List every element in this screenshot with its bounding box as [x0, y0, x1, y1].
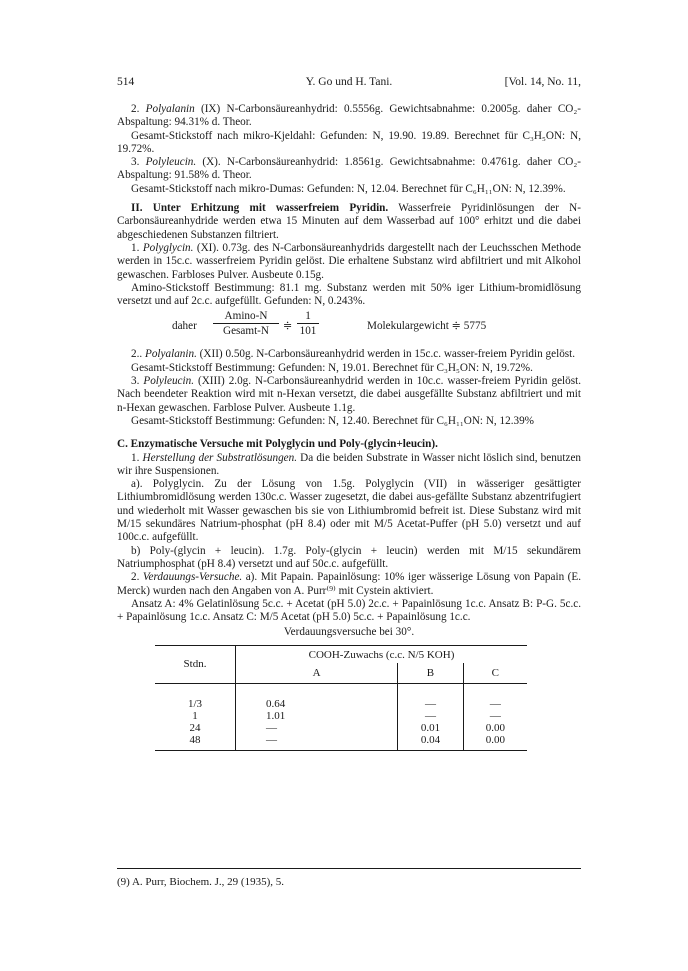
table-row: 48 — 0.04 0.00 [155, 734, 527, 751]
table-row: 24 — 0.01 0.00 [155, 722, 527, 734]
paragraph-substratloesungen: 1. Herstellung der Substratlösungen. Da die beiden Substrate in Wasser nicht löslich sind, benutzen wir ihre Suspensionen. [117, 451, 582, 477]
paragraph-polyglycin-a: a). Polyglycin. Zu der Lösung von 1.5g. Polyglycin (VII) in wässeriger gesättigter Lithiumbromidlösung werden 130c.c. Wasser zugesetzt, die dabei aus-gefällte Substanz abzentrifugiert und wiederholt mit Wasser gewaschen bis sie von Lithiumbromid befreit ist. Diese Substanz wird mit M/15 sekundäres Natrium-phosphat (pH 8.4) oder mit M/5 Acetat-Puffer (pH 5.0) versetzt und auf 100c.c. aufgefüllt. [117, 478, 581, 544]
paragraph-polyalanin-ix: 2. Polyalanin (IX) N-Carbonsäureanhydrid: 0.5556g. Gewichtsabnahme: 0.2005g. daher CO₂-Abspaltung: 94.31% d. Theor. [117, 103, 582, 129]
column-header-c: C [463, 663, 527, 684]
table-row: 1/3 0.64 — — [155, 683, 527, 710]
table-stub-header: Stdn. [155, 645, 236, 683]
page-number: 514 [117, 76, 135, 88]
column-header-a: A [236, 663, 398, 684]
fraction-amino: Amino-N Gesamt-N [213, 310, 279, 338]
paragraph-amino-stickstoff: Amino-Stickstoff Bestimmung: 81.1 mg. Substanz werden mit 50% iger Lithium-bromidlösung versetzt und auf 2c.c. aufgefüllt. Gefunden: N, 0.243%. [117, 281, 581, 308]
section-ii-heading: II. Unter Erhitzung mit wasserfreiem Pyridin. [131, 202, 389, 215]
running-header [117, 76, 581, 92]
table-group-header: COOH-Zuwachs (c.c. N/5 KOH) [236, 645, 528, 663]
paragraph-kjeldahl: Gesamt-Stickstoff nach mikro-Kjeldahl: Gefunden: N, 19.90. 19.89. Berechnet für C₃H₅ON: N, 19.72%. [117, 129, 581, 155]
paragraph-verdauungs-versuche: 2. Verdauungs-Versuche. a). Mit Papain. Papainlösung: 10% iger wässerige Lösung von Papain (E. Merck) wurden nach den Angaben von A. Purr⁽⁹⁾ mit Cystein aktiviert. [117, 571, 582, 597]
table-row: 1 1.01 — — [155, 710, 527, 722]
paragraph-polyglycin-xi: 1. Polyglycin. (XI). 0.73g. des N-Carbonsäureanhydrids dargestellt nach der Leuchsschen Methode werden in 15c.c. wasserfreiem Pyridin gelöst. Die erhaltene Substanz wird abfiltriert und mit Alkohol gewaschen. Farbloses Pulver. Ausbeute 0.15g. [117, 241, 581, 281]
section-ii: II. Unter Erhitzung mit wasserfreiem Pyridin. Wasserfreie Pyridinlösungen der N-Carbonsäureanhydride werden etwa 15 Minuten auf dem Wasserbad auf 100° erhitzt und die dabei abgeschiedenen Substanzen filtriert. [117, 202, 581, 241]
paragraph-polyalanin-xii: 2.. Polyalanin. (XII) 0.50g. N-Carbonsäureanhydrid werden in 15c.c. wasser-freiem Pyridin gelöst. [131, 348, 576, 361]
footnote: (9) A. Purr, Biochem. J., 29 (1935), 5. [117, 876, 284, 888]
ratio-formula: daher Amino-N Gesamt-N ≑ $\frac{1}{101}$ Molekulargewicht ≑ 5775 [172, 310, 487, 338]
paragraph-polyleucin-x: 3. Polyleucin. (X). N-Carbonsäureanhydrid: 1.8561g. Gewichtsabnahme: 0.4761g. daher CO₂-Abspaltung: 91.58% d. Theor. [117, 156, 581, 182]
header-volume: [Vol. 14, No. 11, [504, 76, 581, 88]
table-caption: Verdauungsversuche bei 30°. [283, 626, 415, 639]
paragraph-dumas: Gesamt-Stickstoff nach mikro-Dumas: Gefunden: N, 12.04. Berechnet für C₆H₁₁ON: N, 12.39%. [131, 182, 566, 195]
paragraph-poly-glycin-leucin-b: b) Poly-(glycin + leucin). 1.7g. Poly-(glycin + leucin) werden mit M/15 sekundärem Natriumphosphat (pH 8.4) versetzt und auf 50c.c. aufgefüllt. [117, 544, 581, 570]
section-c-heading: C. Enzymatische Versuche mit Polyglycin und Poly-(glycin+leucin). [117, 438, 438, 451]
digestion-table [155, 645, 527, 751]
header-authors: Y. Go und H. Tani. [305, 76, 393, 88]
molecular-weight: Molekulargewicht ≑ 5775 [367, 320, 487, 333]
footnote-divider [117, 868, 581, 869]
paragraph-stickstoff-xiii: Gesamt-Stickstoff Bestimmung: Gefunden: N, 12.40. Berechnet für C₆H₁₁ON: N, 12.39% [131, 414, 534, 427]
paragraph-ansatz: Ansatz A: 4% Gelatinlösung 5c.c. + Acetat (pH 5.0) 2c.c. + Papainlösung 1c.c. Ansatz B: P-G. 5c.c. + Papainlösung 1c.c. Ansatz C: M/5 Acetat (pH 5.0) 5c.c. + Papainlösung 1c.c. [117, 597, 581, 624]
fraction-ratio: $\frac{1}{101}$ [297, 310, 319, 338]
column-header-b: B [398, 663, 463, 684]
paragraph-stickstoff-xii: Gesamt-Stickstoff Bestimmung: Gefunden: N, 19.01. Berechnet für C₃H₅ON: N, 19.72%. [131, 361, 533, 374]
paragraph-polyleucin-xiii: 3. Polyleucin. (XIII) 2.0g. N-Carbonsäureanhydrid werden in 10c.c. wasser-freiem Pyridin gelöst. Nach beendeter Reaktion wird mit n-Hexan versetzt, die dabei ausgefällte Substanz abfiltriert und mit n-Hexan gewaschen. Farblose Pulver. Ausbeute 1.1g. [117, 375, 581, 414]
body-text [117, 103, 581, 751]
